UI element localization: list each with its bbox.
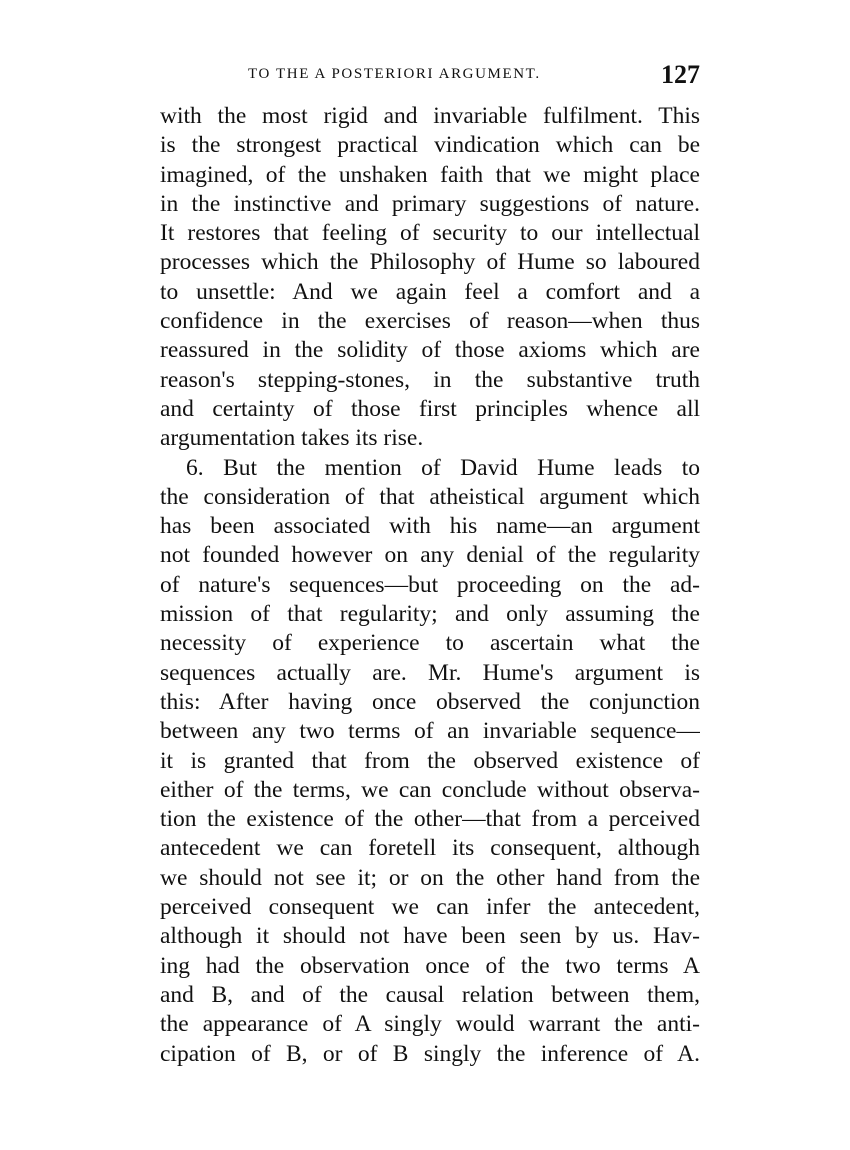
text-line: processes which the Philosophy of Hume so laboured: [160, 249, 700, 276]
text-line: It restores that feeling of security to our intellectual: [160, 220, 700, 247]
text-line: we should not see it; or on the other hand from the: [160, 864, 700, 891]
text-line: perceived consequent we can infer the antecedent,: [160, 894, 700, 921]
text-line: antecedent we can foretell its consequent, although: [160, 835, 700, 862]
text-line: ing had the observation once of the two terms A: [160, 952, 700, 979]
text-line: either of the terms, we can conclude without observa-: [160, 776, 700, 803]
text-line: and certainty of those first principles whence all: [160, 395, 700, 422]
text-line: tion the existence of the other—that from a perceived: [160, 806, 700, 833]
text-line: of nature's sequences—but proceeding on the ad-: [160, 571, 700, 598]
text-line: with the most rigid and invariable fulfilment. This: [160, 103, 700, 129]
text-line: is the strongest practical vindication which can be: [160, 132, 700, 159]
text-line: reassured in the solidity of those axioms which are: [160, 337, 700, 364]
text-line: not founded however on any denial of the regularity: [160, 542, 700, 569]
page-number: 127: [661, 60, 700, 89]
text-line: and B, and of the causal relation between them,: [160, 981, 700, 1008]
text-line: cipation of B, or of B singly the inference of A.: [160, 1040, 700, 1067]
text-line: between any two terms of an invariable sequence—: [160, 718, 700, 745]
text-line: sequences actually are. Mr. Hume's argument is: [160, 659, 700, 686]
section-start-line: 6. But the mention of David Hume leads to: [186, 454, 700, 481]
text-line: reason's stepping-stones, in the substantive truth: [160, 366, 700, 393]
body-text: [160, 102, 700, 1069]
text-line: although it should not have been seen by us. Hav-: [160, 923, 700, 950]
text-line: the appearance of A singly would warrant the anti-: [160, 1011, 700, 1038]
text-line: mission of that regularity; and only assuming the: [160, 601, 700, 628]
text-line: it is granted that from the observed existence of: [160, 747, 700, 774]
text-line: the consideration of that atheistical argument which: [160, 483, 700, 510]
text-line: necessity of experience to ascertain what the: [160, 630, 700, 657]
text-line: confidence in the exercises of reason—when thus: [160, 308, 700, 335]
paragraph-end-line: argumentation takes its rise.: [160, 425, 424, 452]
text-line: in the instinctive and primary suggestions of nature.: [160, 190, 700, 217]
text-line: to unsettle: And we again feel a comfort and a: [160, 278, 700, 305]
text-line: this: After having once observed the conjunction: [160, 688, 700, 715]
text-line: imagined, of the unshaken faith that we might place: [160, 161, 700, 188]
running-title: TO THE A POSTERIORI ARGUMENT.: [248, 66, 541, 82]
text-line: has been associated with his name—an argument: [160, 513, 700, 540]
running-head: [160, 60, 700, 94]
